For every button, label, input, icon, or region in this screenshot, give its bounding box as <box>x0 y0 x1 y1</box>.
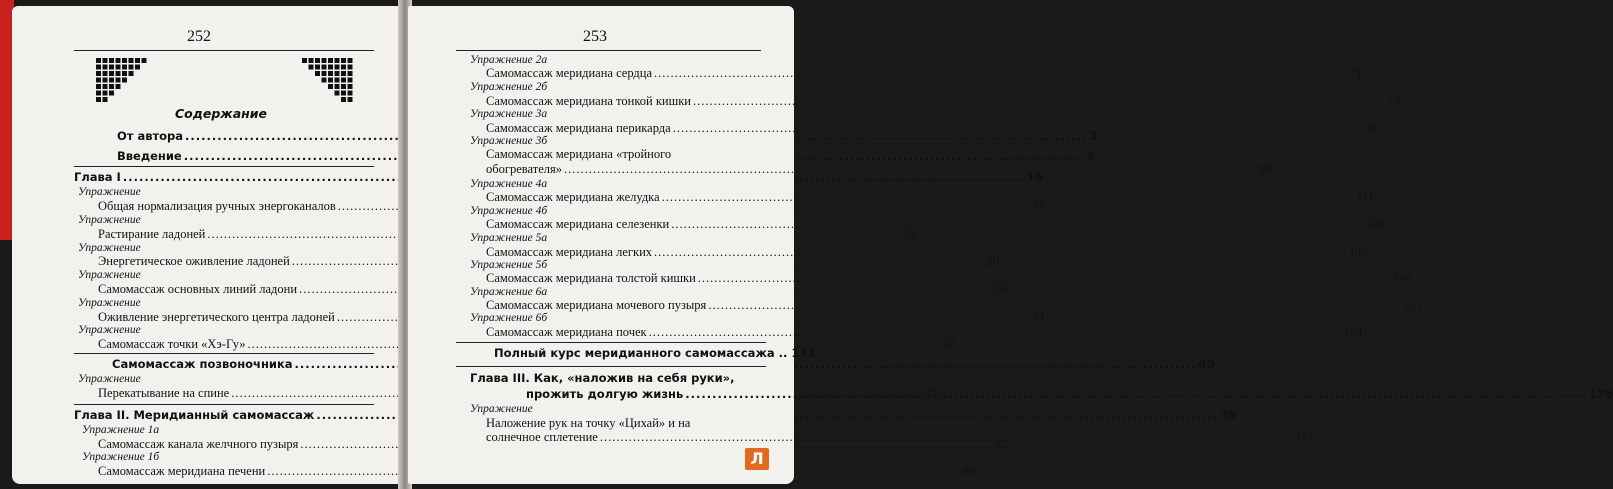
exercise-label: Упражнение 5б <box>470 259 548 271</box>
toc-entry: Общая нормализация ручных энергоканалов ..... 16 <box>98 199 364 214</box>
toc-entry: Глава II. Меридианный самомассаж ..... 49 <box>74 408 364 422</box>
exercise-label: Упражнение 4б <box>470 205 548 217</box>
header-rule-left <box>74 50 374 51</box>
exercise-label: Упражнение 4а <box>470 178 548 190</box>
exercise-label: Упражнение 3б <box>470 135 548 147</box>
divider <box>456 366 766 367</box>
header-rule-right <box>456 50 761 51</box>
exercise-label: Упражнение <box>78 242 141 254</box>
toc-entry: Растирание ладоней ..... 19 <box>98 227 364 242</box>
toc-entry: Самомассаж меридиана перикарда ..... 90 <box>486 121 766 136</box>
exercise-label: Упражнение <box>78 214 141 226</box>
toc-entry: Самомассаж основных линий ладони ..... 28 <box>98 282 364 297</box>
exercise-label: Упражнение 1а <box>82 424 160 436</box>
toc-entry: От автора ..... 3 <box>117 129 364 143</box>
toc-entry-line1: Наложение рук на точку «Цихай» и на <box>486 416 691 430</box>
toc-entry: Самомассаж меридиана желудка ..... 111 <box>486 190 766 205</box>
exercise-label: Упражнение 3а <box>470 108 548 120</box>
divider <box>74 166 374 167</box>
divider <box>74 404 374 405</box>
toc-entry: Самомассаж меридиана селезенки ..... 129 <box>486 217 766 232</box>
exercise-label: Упражнение <box>78 324 141 336</box>
toc-entry: Оживление энергетического центра ладоней ..... 33 <box>98 310 364 325</box>
toc-entry: Самомассаж меридиана сердца ..... 71 <box>486 66 766 81</box>
exercise-label: Упражнение 2б <box>470 81 548 93</box>
divider <box>74 353 374 354</box>
toc-entry: Введение ..... 6 <box>117 149 364 163</box>
toc-entry-line1: Самомассаж меридиана «тройного <box>486 147 672 161</box>
page-number-left: 252 <box>187 28 211 45</box>
exercise-label: Упражнение <box>78 269 141 281</box>
exercise-label: Упражнение 5а <box>470 232 548 244</box>
toc-entry: Самомассаж точки «Хэ-Гу» ..... 37 <box>98 337 364 352</box>
exercise-label: Упражнение 6б <box>470 312 548 324</box>
exercise-label: Упражнение <box>470 403 533 415</box>
toc-entry: Самомассаж меридиана почек ..... 164 <box>486 325 766 340</box>
toc-entry: солнечное сплетение ..... 177 <box>486 430 766 445</box>
exercise-label: Упражнение <box>78 186 141 198</box>
page-number-right: 253 <box>583 28 607 45</box>
exercise-label: Упражнение <box>78 297 141 309</box>
toc-entry: Полный курс меридианного самомассажа .. 173 <box>494 346 816 360</box>
toc-entry: Самомассаж позвоночника ..... 40 <box>112 357 364 371</box>
publisher-logo-icon: Л <box>745 448 769 470</box>
exercise-label: Упражнение 6а <box>470 286 548 298</box>
exercise-label: Упражнение <box>78 373 141 385</box>
toc-entry: Самомассаж меридиана легких ..... 140 <box>486 245 766 260</box>
toc-entry: Самомассаж меридиана толстой кишки ..... 146 <box>486 271 766 286</box>
toc-entry: Самомассаж меридиана тонкой кишки ..... 79 <box>486 94 766 109</box>
exercise-label: Упражнение 1б <box>82 451 160 463</box>
toc-entry: Перекатывание на спине ..... 41 <box>98 386 364 401</box>
toc-entry: Энергетическое оживление ладоней ..... 20 <box>98 254 364 269</box>
toc-entry: прожить долгую жизнь ..... 175 <box>526 387 766 401</box>
exercise-label: Упражнение 2а <box>470 54 548 66</box>
toc-entry: Глава I ..... 16 <box>74 170 364 184</box>
toc-entry: Самомассаж меридиана мочевого пузыря ..... 151 <box>486 298 766 313</box>
divider <box>456 342 766 343</box>
toc-entry: обогревателя» ..... 98 <box>486 162 766 177</box>
toc-title: Содержание <box>175 106 268 121</box>
toc-entry: Самомассаж канала желчного пузыря ..... 52 <box>98 437 364 452</box>
corner-ornament-right-icon <box>298 56 358 102</box>
toc-entry-line1: Глава III. Как, «наложив на себя руки», <box>470 371 735 385</box>
corner-ornament-left-icon <box>92 56 152 102</box>
toc-entry: Самомассаж меридиана печени ..... 60 <box>98 464 364 479</box>
